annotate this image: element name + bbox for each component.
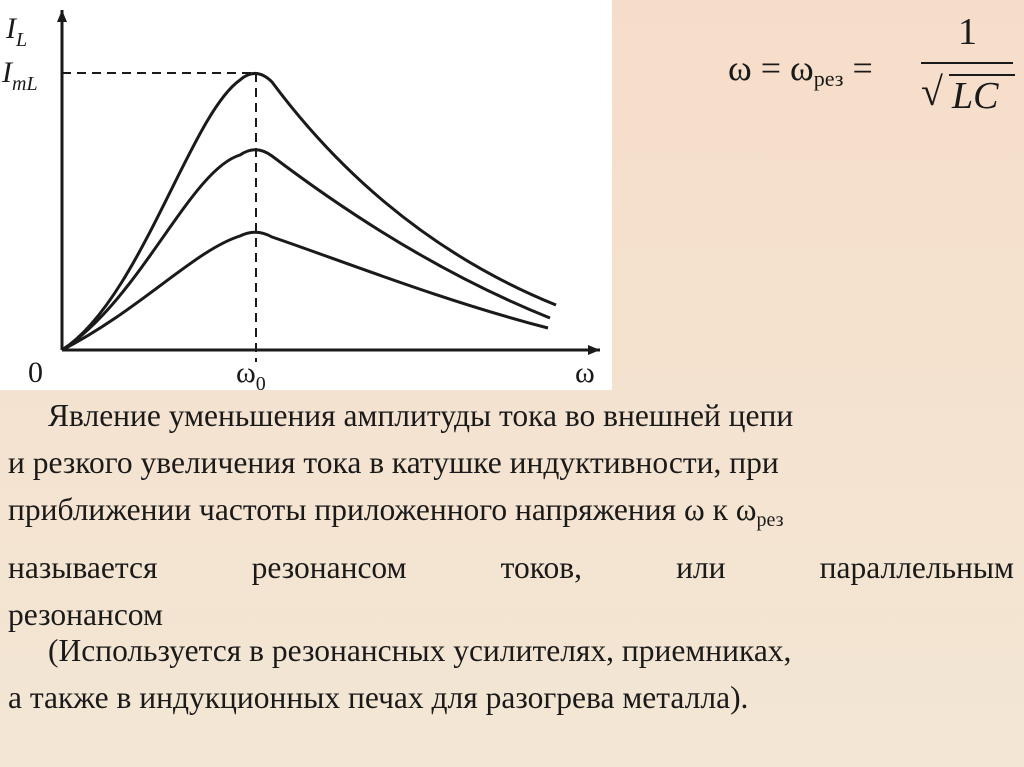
x-peak-label: $\omega_0$ [236, 356, 266, 390]
paragraph-line: (Используется в резонансных усилителях, приемниках, [48, 633, 792, 668]
formula-radicand: LC [952, 75, 999, 117]
graph-panel [0, 0, 612, 390]
formula-lhs: $\omega = \omega_{рез}$ = [728, 48, 873, 91]
curve-low [62, 232, 548, 350]
resonance-curves-graph [0, 0, 612, 390]
paragraph-line: называется резонансом токов, или параллельным [8, 550, 1014, 585]
y-peak-label: $I_{mL}$ [2, 56, 38, 95]
formula-numerator: 1 [958, 11, 977, 53]
origin-label: 0 [28, 356, 43, 389]
resonance-frequency-formula [728, 11, 1018, 122]
paragraph-line: резонансом [8, 597, 163, 632]
sqrt-symbol: √ [921, 69, 943, 114]
y-axis-label: $I_L$ [6, 12, 28, 51]
x-axis-label: ω [575, 356, 595, 389]
paragraph-line: и резкого увеличения тока в катушке индуктивности, при [8, 445, 779, 480]
paragraph-line: приближении частоты приложенного напряжения ω к ωрез [8, 492, 784, 531]
paragraph-line: а также в индукционных печах для разогрева металла). [8, 680, 749, 715]
paragraph-line: Явление уменьшения амплитуды тока во внешней цепи [48, 398, 794, 433]
usage-paragraph [8, 627, 1014, 721]
fraction-bar [921, 62, 1013, 64]
definition-paragraph [8, 392, 1014, 638]
